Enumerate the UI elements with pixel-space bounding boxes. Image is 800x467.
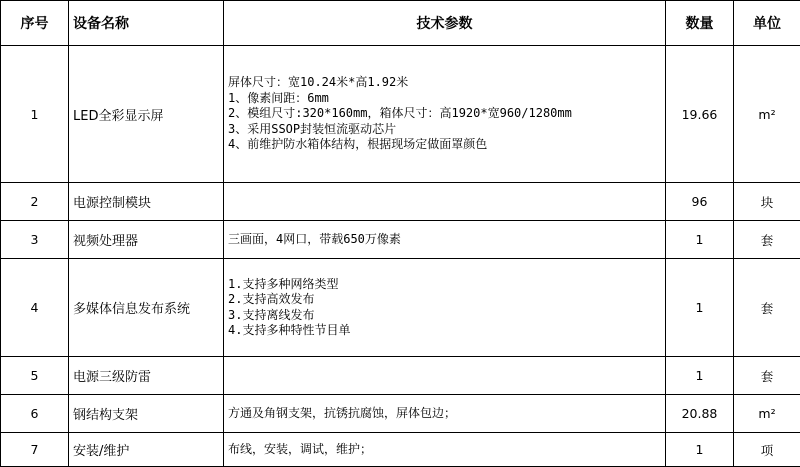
cell-name: 多媒体信息发布系统 [69, 259, 224, 357]
spec-line: 2、模组尺寸:320*160mm，箱体尺寸：高1920*宽960/1280mm [228, 106, 661, 122]
header-name: 设备名称 [69, 1, 224, 46]
table-row [1, 46, 800, 183]
cell-qty: 1 [666, 357, 734, 395]
cell-name: 安装/维护 [69, 433, 224, 467]
header-spec: 技术参数 [224, 1, 666, 46]
cell-unit: m² [734, 46, 800, 183]
table-row [1, 221, 800, 259]
cell-no: 4 [1, 259, 69, 357]
cell-spec [224, 46, 666, 183]
cell-qty: 96 [666, 183, 734, 221]
table-row [1, 433, 800, 467]
cell-no: 6 [1, 395, 69, 433]
cell-name: 电源控制模块 [69, 183, 224, 221]
cell-unit: 套 [734, 221, 800, 259]
cell-no: 1 [1, 46, 69, 183]
cell-qty: 1 [666, 221, 734, 259]
cell-no: 7 [1, 433, 69, 467]
spec-line: 3.支持离线发布 [228, 308, 661, 324]
cell-unit: 项 [734, 433, 800, 467]
cell-qty: 1 [666, 433, 734, 467]
cell-unit: 套 [734, 357, 800, 395]
spec-line: 屏体尺寸：宽10.24米*高1.92米 [228, 75, 661, 91]
cell-no: 2 [1, 183, 69, 221]
cell-qty: 1 [666, 259, 734, 357]
spec-line: 2.支持高效发布 [228, 292, 661, 308]
cell-spec [224, 183, 666, 221]
header-unit: 单位 [734, 1, 800, 46]
header-row [1, 1, 800, 46]
cell-qty: 20.88 [666, 395, 734, 433]
cell-name: 钢结构支架 [69, 395, 224, 433]
cell-unit: 套 [734, 259, 800, 357]
cell-qty: 19.66 [666, 46, 734, 183]
table-row [1, 259, 800, 357]
cell-no: 3 [1, 221, 69, 259]
spec-line: 布线，安装，调试，维护； [228, 442, 661, 458]
table-row [1, 395, 800, 433]
cell-name: 电源三级防雷 [69, 357, 224, 395]
cell-no: 5 [1, 357, 69, 395]
spec-line: 4、前维护防水箱体结构，根据现场定做面罩颜色 [228, 137, 661, 153]
cell-unit: 块 [734, 183, 800, 221]
spec-line: 三画面，4网口，带载650万像素 [228, 232, 661, 248]
cell-spec [224, 221, 666, 259]
cell-spec [224, 357, 666, 395]
spec-line: 3、采用SSOP封装恒流驱动芯片 [228, 122, 661, 138]
header-no: 序号 [1, 1, 69, 46]
cell-name: LED全彩显示屏 [69, 46, 224, 183]
table-row [1, 357, 800, 395]
cell-name: 视频处理器 [69, 221, 224, 259]
cell-spec [224, 259, 666, 357]
cell-spec [224, 433, 666, 467]
table-row [1, 183, 800, 221]
spec-line: 1.支持多种网络类型 [228, 277, 661, 293]
header-qty: 数量 [666, 1, 734, 46]
spec-line: 1、像素间距：6mm [228, 91, 661, 107]
cell-spec [224, 395, 666, 433]
spec-line: 4.支持多种特性节目单 [228, 323, 661, 339]
cell-unit: m² [734, 395, 800, 433]
spec-line: 方通及角钢支架，抗锈抗腐蚀，屏体包边； [228, 406, 661, 422]
